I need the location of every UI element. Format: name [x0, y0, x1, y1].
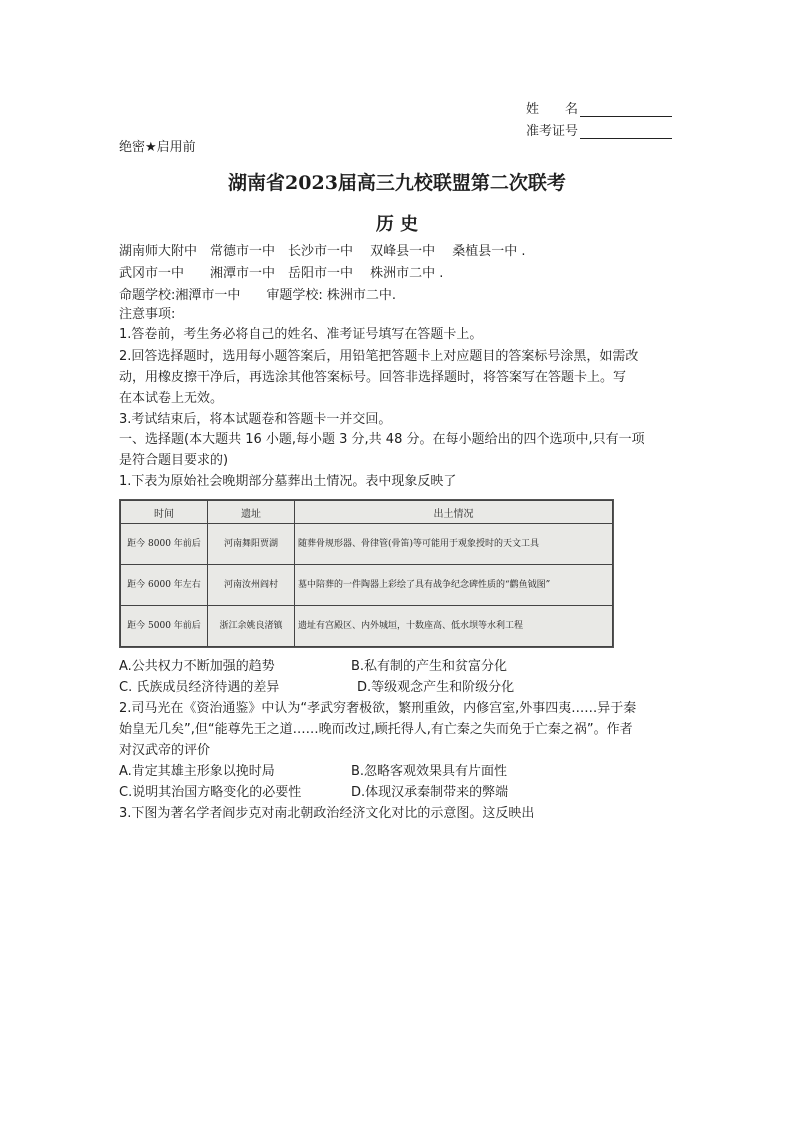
question-2-line-2: 始皇无几矣”,但“能尊先王之道……晚而改过,顾托得人,有亡秦之失而免于亡秦之祸”。作者 — [119, 722, 633, 737]
table-header-findings: 出土情况 — [295, 501, 613, 524]
q2-option-b: B.忽略客观效果具有片面性 — [351, 764, 508, 779]
schools-row-3: 命题学校:湘潭市一中 审题学校: 株洲市二中. — [119, 288, 397, 303]
notice-item-2-line-1: 2.回答选择题时，选用每小题答案后，用铅笔把答题卡上对应题目的答案标号涂黑，如需改 — [119, 349, 639, 364]
name-blank — [580, 102, 672, 117]
question-2-line-1: 2.司马光在《资治通鉴》中认为“孝武穷奢极欲，繁刑重敛，内修宫室,外事四夷……异于秦 — [119, 701, 637, 716]
exam-id-field — [526, 120, 672, 139]
table-row — [121, 606, 613, 647]
secret-mark: 绝密★启用前 — [119, 140, 196, 155]
subject-title: 历 史 — [375, 214, 419, 235]
table-cell-findings: 遗址有宫殿区、内外城垣，十数座高、低水坝等水利工程 — [295, 606, 613, 647]
q2-option-a: A.肯定其雄主形象以挽时局 — [119, 764, 275, 779]
exam-id-label: 准考证号 — [526, 124, 579, 139]
table-cell-time: 距今 5000 年前后 — [121, 606, 208, 647]
q2-option-c: C.说明其治国方略变化的必要性 — [119, 785, 302, 800]
notice-item-2-line-2: 动，用橡皮擦干净后，再选涂其他答案标号。回答非选择题时，将答案写在答题卡上。写 — [119, 370, 627, 385]
table-cell-time: 距今 8000 年前后 — [121, 524, 208, 565]
name-label: 姓 名 — [526, 102, 579, 117]
notice-item-3: 3.考试结束后，将本试题卷和答题卡一并交回。 — [119, 412, 392, 427]
section-1-line-2: 是符合题目要求的) — [119, 453, 229, 468]
table-header-row — [121, 501, 613, 524]
table-cell-site: 浙江余姚良渚镇 — [208, 606, 295, 647]
exam-title: 湖南省2023届高三九校联盟第二次联考 — [228, 172, 566, 194]
schools-row-1: 湖南师大附中 常德市一中 长沙市一中 双峰县一中 桑植县一中 . — [119, 244, 526, 259]
table-cell-site: 河南舞阳贾湖 — [208, 524, 295, 565]
table-row — [121, 565, 613, 606]
excavation-table — [119, 499, 614, 648]
question-2-line-3: 对汉武帝的评价 — [119, 743, 211, 758]
q1-option-d: D.等级观念产生和阶级分化 — [357, 680, 515, 695]
question-3-stem: 3.下图为著名学者阎步克对南北朝政治经济文化对比的示意图。这反映出 — [119, 806, 535, 821]
question-1-stem: 1.下表为原始社会晚期部分墓葬出土情况。表中现象反映了 — [119, 474, 457, 489]
exam-id-blank — [580, 124, 672, 139]
table-cell-findings: 随葬骨规形器、骨律管(骨笛)等可能用于观象授时的天文工具 — [295, 524, 613, 565]
table-header-time: 时间 — [121, 501, 208, 524]
q2-option-d: D.体现汉承秦制带来的弊端 — [351, 785, 509, 800]
table-header-site: 遗址 — [208, 501, 295, 524]
notice-title: 注意事项: — [119, 307, 176, 322]
schools-row-2: 武冈市一中 湘潭市一中 岳阳市一中 株洲市二中 . — [119, 266, 444, 281]
q1-option-b: B.私有制的产生和贫富分化 — [351, 659, 508, 674]
table-cell-time: 距今 6000 年左右 — [121, 565, 208, 606]
q1-option-a: A.公共权力不断加强的趋势 — [119, 659, 275, 674]
q1-option-c: C. 氏族成员经济待遇的差异 — [119, 680, 280, 695]
notice-item-1: 1.答卷前，考生务必将自己的姓名、准考证号填写在答题卡上。 — [119, 327, 483, 342]
section-1-line-1: 一、选择题(本大题共 16 小题,每小题 3 分,共 48 分。在每小题给出的四个选项中,只有一项 — [119, 432, 645, 447]
table-cell-site: 河南汝州阎村 — [208, 565, 295, 606]
table-cell-findings: 墓中陪葬的一件陶器上彩绘了具有战争纪念碑性质的“鹳鱼钺图” — [295, 565, 613, 606]
notice-item-2-line-3: 在本试卷上无效。 — [119, 391, 224, 406]
name-field — [526, 98, 672, 117]
table-row — [121, 524, 613, 565]
